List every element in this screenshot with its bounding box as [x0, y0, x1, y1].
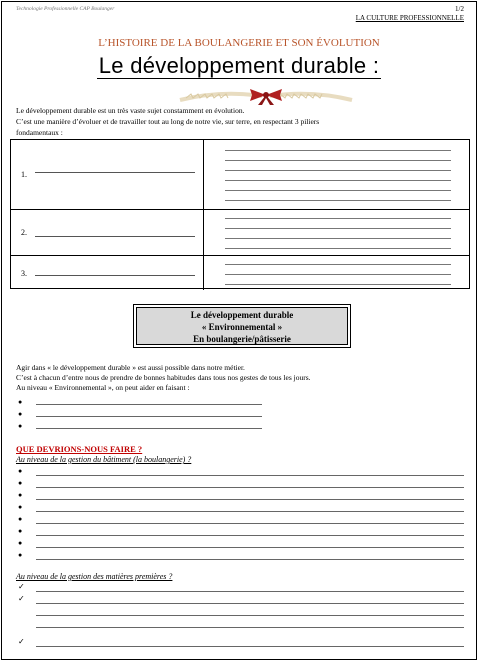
bullet-icon: ●	[18, 422, 23, 430]
intro-line-2: C’est une manière d’évoluer et de travailler tout au long de notre vie, sur terre, en respectant 3 piliers	[16, 117, 320, 126]
history-title: L’HISTOIRE DE LA BOULANGERIE ET SON ÉVOLUTION	[98, 37, 380, 49]
header-caption: Technologie Professionnelle CAP Boulanger	[16, 6, 115, 12]
pillars-table	[10, 139, 470, 289]
answer-line[interactable]	[36, 535, 464, 536]
answer-line[interactable]	[36, 615, 464, 616]
pillar-number: 1.	[21, 170, 27, 179]
page-number: 1/2	[455, 5, 464, 13]
pillar-row-1	[11, 140, 469, 210]
bullet-icon: ●	[18, 539, 23, 547]
check-icon: ✓	[18, 637, 25, 646]
answer-line[interactable]	[225, 180, 451, 181]
env-heading-line-3: En boulangerie/pâtisserie	[193, 334, 291, 344]
answer-line[interactable]	[225, 218, 451, 219]
answer-line[interactable]	[36, 499, 464, 500]
header-right	[356, 5, 464, 23]
answer-line[interactable]	[36, 603, 464, 604]
answer-line[interactable]	[36, 523, 464, 524]
bullet-icon: ●	[18, 527, 23, 535]
env-heading-box	[133, 304, 351, 348]
bullet-icon: ●	[18, 410, 23, 418]
answer-line[interactable]	[225, 150, 451, 151]
question-title: QUE DEVRIONS-NOUS FAIRE ?	[16, 444, 143, 454]
main-title-wrap	[2, 53, 476, 79]
wheat-ribbon-icon	[176, 84, 356, 106]
answer-line[interactable]	[225, 160, 451, 161]
bullet-icon: ●	[18, 515, 23, 523]
env-heading-line-1: Le développement durable	[190, 310, 294, 320]
bullet-icon: ●	[18, 398, 23, 406]
bullet-icon: ●	[18, 467, 23, 475]
worksheet-page	[1, 1, 477, 660]
bullet-icon: ●	[18, 551, 23, 559]
main-title: Le développement durable :	[98, 53, 380, 78]
answer-line[interactable]	[36, 646, 464, 647]
pillar-number: 2.	[21, 228, 27, 237]
answer-line[interactable]	[36, 511, 464, 512]
answer-line[interactable]	[225, 284, 451, 285]
table-divider	[203, 140, 204, 209]
answer-line[interactable]	[36, 404, 262, 405]
answer-line[interactable]	[225, 190, 451, 191]
answer-line[interactable]	[36, 428, 262, 429]
answer-line[interactable]	[225, 228, 451, 229]
section-title: LA CULTURE PROFESSIONNELLE	[355, 14, 464, 22]
answer-line[interactable]	[36, 475, 464, 476]
bullet-icon: ●	[18, 479, 23, 487]
answer-line[interactable]	[36, 487, 464, 488]
pillar-answer-line[interactable]	[35, 236, 195, 237]
intro-line-3: fondamentaux :	[16, 128, 63, 137]
env-line-1: Agir dans « le développement durable » est aussi possible dans notre métier.	[16, 363, 245, 372]
pillar-row-2	[11, 210, 469, 256]
pillar-number: 3.	[21, 269, 27, 278]
bullet-icon: ●	[18, 503, 23, 511]
answer-line[interactable]	[36, 559, 464, 560]
answer-line[interactable]	[36, 416, 262, 417]
answer-line[interactable]	[225, 274, 451, 275]
pillar-answer-line[interactable]	[35, 275, 195, 276]
intro-paragraph	[16, 105, 471, 138]
pillar-row-3	[11, 256, 469, 290]
answer-line[interactable]	[225, 264, 451, 265]
check-icon: ✓	[18, 582, 25, 591]
env-line-3: Au niveau « Environnemental », on peut aider en faisant :	[16, 383, 190, 392]
subsection-materials: Au niveau de la gestion des matières premières ?	[16, 572, 173, 581]
intro-line-1: Le développement durable est un très vaste sujet constamment en évolution.	[16, 106, 245, 115]
subsection-building: Au niveau de la gestion du bâtiment (la boulangerie) ?	[16, 455, 192, 464]
table-divider	[203, 210, 204, 255]
answer-line[interactable]	[225, 170, 451, 171]
check-icon: ✓	[18, 594, 25, 603]
pillar-answer-line[interactable]	[35, 172, 195, 173]
answer-line[interactable]	[225, 248, 451, 249]
env-heading-line-2: « Environnemental »	[201, 322, 283, 332]
env-line-2: C’est à chacun d’entre nous de prendre de bonnes habitudes dans tous nos gestes de tous les jours.	[16, 373, 311, 382]
answer-line[interactable]	[36, 627, 464, 628]
table-divider	[203, 256, 204, 290]
env-paragraph	[16, 363, 311, 393]
answer-line[interactable]	[225, 238, 451, 239]
answer-line[interactable]	[36, 591, 464, 592]
answer-line[interactable]	[36, 547, 464, 548]
bullet-icon: ●	[18, 491, 23, 499]
answer-line[interactable]	[225, 200, 451, 201]
env-heading-inner	[136, 307, 348, 345]
